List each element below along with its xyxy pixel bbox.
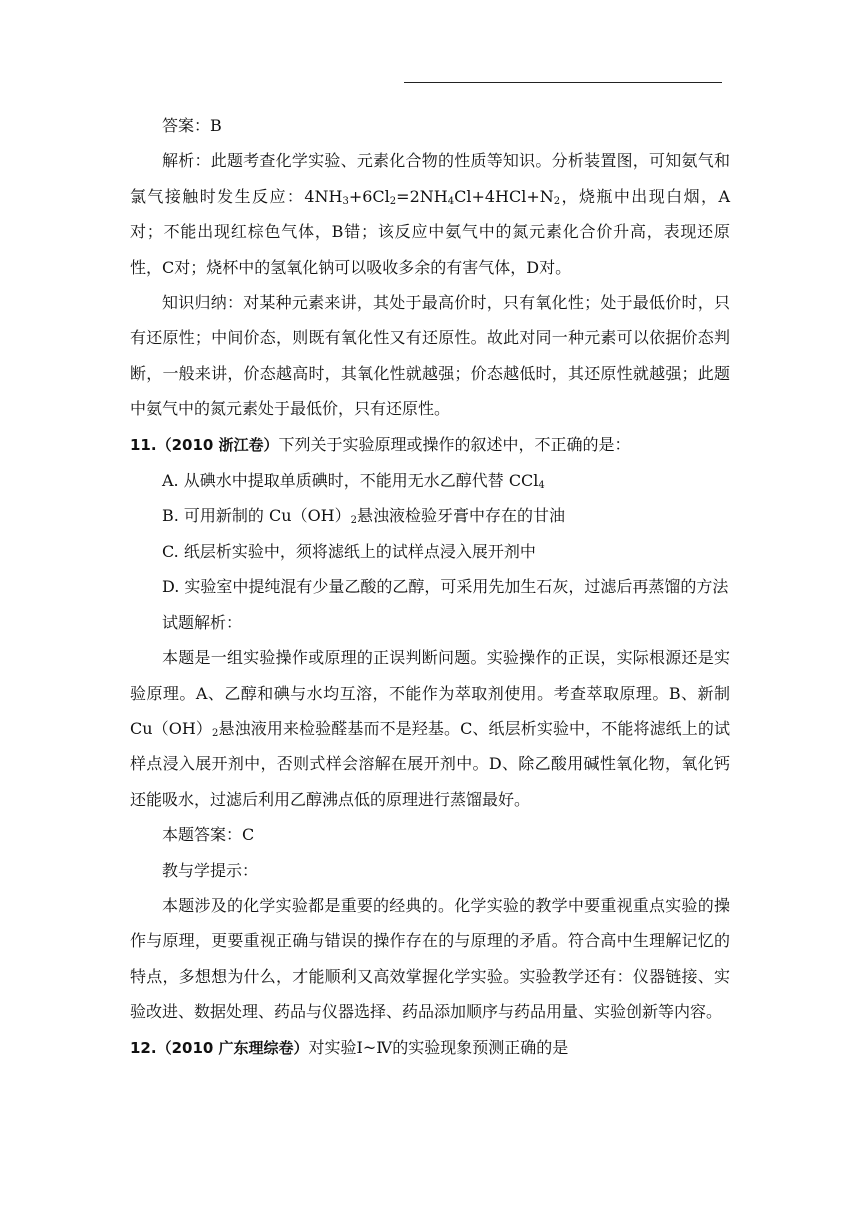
subscript: 2: [212, 727, 219, 739]
teaching-tip-paragraph: 本题涉及的化学实验都是重要的经典的。化学实验的教学中要重视重点实验的操作与原理，更要重视正确与错误的操作存在的与原理的矛盾。符合高中生理解记忆的特点，多想想为什么，才能顺利又高效掌握化学实验。实验教学还有：仪器链接、实验改进、数据处理、药品与仪器选择、药品添加顺序与药品用量、实验创新等内容。: [130, 895, 730, 1022]
subscript: 4: [447, 195, 455, 207]
question-number: 12.（2010 广东理综卷）: [130, 1038, 309, 1057]
option-c: C. 纸层析实验中，须将滤纸上的试样点浸入展开剂中: [162, 541, 536, 561]
formula-part: =2NH: [396, 186, 448, 206]
question-text: 对实验Ⅰ~Ⅳ的实验现象预测正确的是: [308, 1037, 569, 1057]
question-number: 11.（2010 浙江卷）: [130, 435, 279, 454]
subscript: 4: [538, 480, 545, 492]
option-text: 悬浊液检验牙膏中存在的甘油: [357, 506, 566, 526]
teaching-tip-label: 教与学提示：: [162, 860, 259, 880]
option-a: [130, 463, 730, 498]
knowledge-summary: 知识归纳：对某种元素来讲，其处于最高价时，只有氧化性；处于最低价时，只有还原性；中间价态，则既有氧化性又有还原性。故此对同一种元素可以依据价态判断，一般来讲，价态越高时，其氧化性就越强；价态越低时，其还原性就越强；此题中氨气中的氮元素处于最低价，只有还原性。: [130, 293, 730, 419]
formula-part: +6Cl: [348, 186, 390, 206]
subscript: 2: [553, 195, 561, 207]
subscript: 3: [342, 195, 349, 207]
subscript: 2: [389, 195, 397, 207]
question-11-answer: 本题答案：C: [162, 825, 255, 845]
analysis-text: 解析：此题考查化学实验、元素化合物的性质等知识。分析装置图，可知氨气和氯气接触时发生反应：4NH: [130, 151, 730, 206]
question-12-heading: [130, 1030, 730, 1066]
option-text: A. 从碘水中提取单质碘时，不能用无水乙醇代替 CCl: [162, 471, 539, 491]
solution-paragraph: [130, 640, 730, 817]
answer-line: 答案：B: [162, 116, 222, 135]
solution-text: 本题是一组实验操作或原理的正误判断问题。实验操作的正误，实际根源还是实验原理。A、乙醇和碘与水均互溶，不能作为萃取剂使用。考查萃取原理。B、新制 Cu（OH）: [130, 648, 730, 738]
option-d: D. 实验室中提纯混有少量乙酸的乙醇，可采用先加生石灰，过滤后再蒸馏的方法: [162, 577, 729, 597]
document-body: [130, 108, 730, 1066]
header-rule: [404, 82, 722, 83]
analysis-text: ，烧瓶中出现白烟，A对；不能出现红棕色气体，B错；该反应中氨气中的氮元素化合价升高，表现还原性，C对；烧杯中的氢氧化钠可以吸收多余的有害气体，D对。: [130, 186, 730, 277]
subscript: 2: [350, 515, 358, 527]
question-11-heading: [130, 427, 730, 463]
solution-label: 试题解析：: [162, 612, 243, 632]
question-text: 下列关于实验原理或操作的叙述中，不正确的是：: [278, 434, 631, 454]
option-text: B. 可用新制的 Cu（OH）: [162, 506, 351, 526]
solution-text: 悬浊液用来检验醛基而不是羟基。C、纸层析实验中，不能将滤纸上的试样点浸入展开剂中，否则式样会溶解在展开剂中。D、除乙酸用碱性氧化物，氧化钙还能吸水，过滤后利用乙醇沸点低的原理进行蒸馏最好。: [130, 718, 730, 809]
option-b: [130, 498, 730, 533]
formula-part: Cl+4HCl+N: [454, 186, 554, 206]
analysis-paragraph: [130, 143, 730, 285]
